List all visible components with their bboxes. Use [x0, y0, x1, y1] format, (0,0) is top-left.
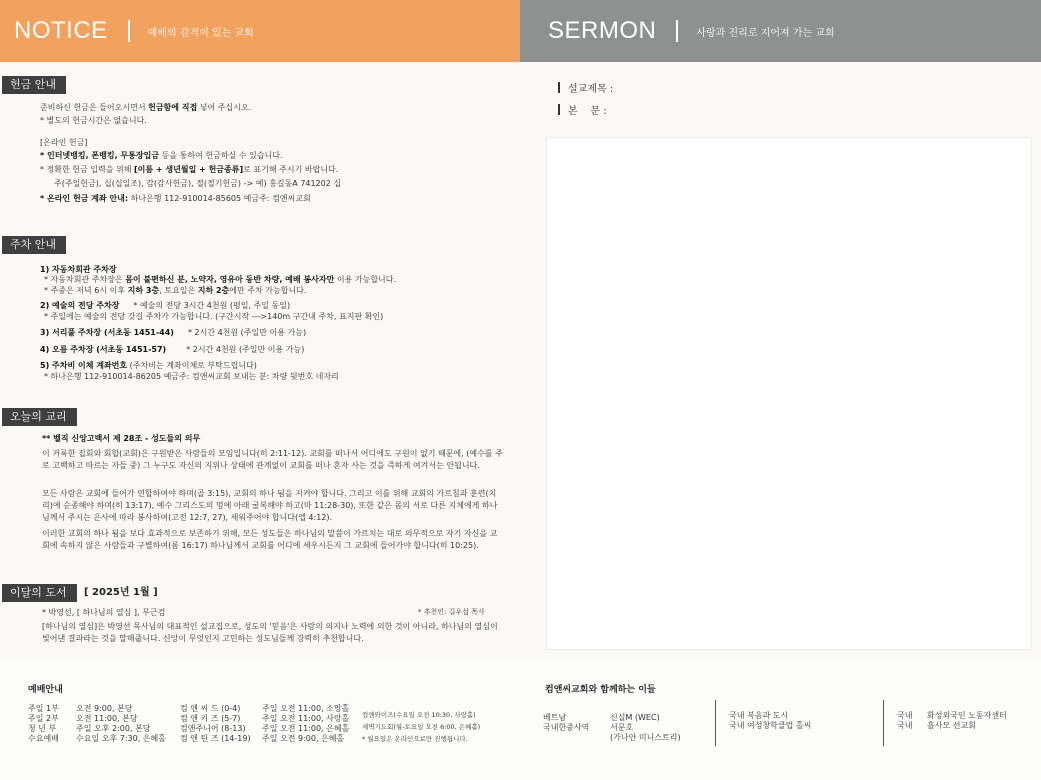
partners-divider — [715, 700, 716, 746]
doctrine-paragraph-1: 이 거룩한 집회와 회합(교회)은 구원받은 사람들의 모임입니다(히 2:11-12). 교회를 떠나서 어디에도 구원이 없기 때문에, (예수를 주로 고백하고 따르는 자들 중) 그 누구도 자신의 지위나 상태에 관계없이 교회를 떠나 혼자 사는 것을 즉하게 여겨서는 안됩니다. — [42, 449, 503, 470]
book-month: [ 2025년 1월 ] — [84, 587, 158, 598]
offering-line-6: 주(주일헌금), 십(십일조), 감(감사헌금), 절(절기헌금) -> 예) 홍길동A 741202 십 — [54, 179, 342, 188]
notice-header — [0, 0, 520, 62]
sermon-notes-box — [546, 137, 1032, 650]
parking-5-line-1: * 하나은행 112-910014-86205 예금주: 컴앤씨교회 보내는 분: 차량 뒷번호 네자리 — [44, 372, 339, 381]
partners-col-1: 베트남 국내한중사역 — [543, 713, 590, 732]
sermon-title-label: 설교제목 : — [558, 80, 613, 95]
worship-extra: 컴앤와이즈(수요일 오전 10:30, 사랑홀) 새벽기도회(월-토요일 오전 6:00, 은혜홀) * 월요일은 온라인으로만 진행됩니다. — [362, 711, 481, 743]
book-recommender: * 추천인: 길우섭 목사 — [418, 608, 485, 616]
book-section-title: 이달의 도서 — [2, 584, 77, 602]
doctrine-paragraph-2: 모든 사람은 교회에 들어가 연합하여야 하며(골 3:15), 교회의 하나 됨을 지켜야 합니다. 그리고 이를 위해 교회의 가르침과 훈련(치리)에 순종해야 하며(히 13:17), 예수 그리스도의 멍에 아래 굴복해야 하고(마 11:28-30), 또한 같은 몸의 서로 다른 지체에게 하나님께서 주시는 은사에 따라 봉사하여(고전 12:7, 27), 세워주어야 합니다(엡 4:12). — [42, 489, 498, 522]
parking-1-line-1: * 자동차회관 주차장은 몸이 불편하신 분, 노약자, 영유아 동반 차량, 예배 봉사자만 이용 가능합니다. — [44, 275, 397, 284]
sermon-subtitle: 사랑과 진리로 지어져 가는 교회 — [696, 27, 835, 39]
offering-line-5: * 정확한 헌금 입력을 위해 [이름 + 생년월일 + 헌금종류]로 표기해 주시기 바랍니다. — [40, 165, 339, 174]
label-marker — [558, 104, 560, 115]
parking-1-line-2: * 주중은 저녁 6시 이후 지하 3층, 토요일은 지하 2층에만 주차 가능합니다. — [44, 286, 307, 295]
parking-1-title: 1) 자동차회관 주차장 — [40, 265, 117, 274]
offering-line-2: * 별도의 헌금시간은 없습니다. — [40, 116, 147, 125]
notice-subtitle: 예배의 감격이 있는 교회 — [147, 27, 254, 39]
partners-divider — [883, 700, 884, 746]
doctrine-section-title: 오늘의 교리 — [2, 408, 77, 426]
partners-col-4-values: 화성외국인 노동자센터 흘사모 선교회 — [927, 711, 1007, 730]
sermon-header — [520, 0, 1041, 62]
partners-title: 컴앤씨교회와 함께하는 이들 — [545, 685, 656, 695]
book-line-1: * 박영선, [ 하나님의 열심 ], 무근검 — [42, 608, 166, 617]
partners-col-4-labels: 국내 국내 — [897, 711, 913, 730]
kids-groups: 컴 앤 씨 드 (0-4) 컴 앤 키 즈 (5-7) 컴앤주니어 (8-13) 컴 앤 틴 즈 (14-19) — [180, 704, 251, 743]
doctrine-paragraph-3: 이러한 교회의 하나 됨을 보다 효과적으로 보존하기 위해, 모든 성도들은 하나님의 말씀이 가르치는 대로 의무적으로 자기 자신을 교회에 속하지 않은 사람들과 구별하여(롬 16:17) 하나님께서 교회를 어디에 세우시든지 그 교회에 들어가야 합니다(히 10:25). — [42, 529, 498, 550]
partners-col-2: 신실M (WEC) 서문호 (가나안 미니스트리) — [610, 713, 681, 742]
offering-section-title: 헌금 안내 — [2, 76, 66, 94]
worship-title: 예배안내 — [28, 685, 63, 695]
worship-names: 주일 1부 주일 2부 청 년 부 수요예배 — [28, 704, 59, 743]
doctrine-heading: ** 벨직 신앙고백서 제 28조 - 성도들의 의무 — [42, 434, 201, 443]
parking-5: 5) 주차비 이체 계좌번호 (주차비는 계좌이체로 부탁드립니다) — [40, 361, 257, 370]
worship-times: 오전 9:00, 본당 오전 11:00, 본당 주일 오후 2:00, 본당 수요일 오후 7:30, 은혜홀 — [76, 704, 166, 743]
header-divider — [676, 20, 678, 42]
book-description: [하나님의 열심]은 박영선 목사님의 대표적인 설교집으로, 성도의 '믿음'은 사람의 의지나 노력에 의한 것이 아니라, 하나님의 열심이 빚어낸 결과라는 것을 말해줍니다. 신앙이 무엇인지 고민하는 성도님들께 강력히 추천합니다. — [42, 622, 498, 643]
parking-section-title: 주차 안내 — [2, 236, 66, 254]
notice-title: NOTICE — [14, 17, 108, 44]
kids-times: 주일 오전 11:00, 소망홀 주일 오전 11:00, 사랑홀 주일 오전 11:00, 은혜홀 주일 오전 9:00, 은혜홀 — [262, 704, 350, 743]
offering-line-4: * 인터넷뱅킹, 폰뱅킹, 무통장입금 등을 통하여 헌금하실 수 있습니다. — [40, 151, 283, 160]
header-divider — [128, 20, 130, 42]
parking-2-line-1: * 주일에는 예술의 전당 갓길 주차가 가능합니다. (구간시작 --->140m 구간내 주차, 표지판 확인) — [44, 312, 384, 321]
sermon-text-label: 본 문 : — [558, 102, 607, 117]
parking-2: 2) 예술의 전당 주차장 * 예술의 전당 3시간 4천원 (평일, 주일 동일) — [40, 301, 291, 310]
online-offering-label: [온라인 헌금] — [40, 138, 88, 147]
parking-3: 3) 서리풀 주차장 (서초동 1451-44) * 2시간 4천원 (주일만 이용 가능) — [40, 328, 307, 337]
sermon-title: SERMON — [548, 17, 657, 44]
parking-4: 4) 오름 주차장 (서초동 1451-57) * 2시간 4천원 (주일만 이용 가능) — [40, 345, 305, 354]
label-marker — [558, 82, 560, 93]
offering-line-1: 준비하신 헌금은 들어오시면서 헌금함에 직접 넣어 주십시오. — [40, 103, 252, 112]
offering-account: * 온라인 헌금 계좌 안내: 하나은행 112-910014-85605 예금주: 컴앤씨교회 — [40, 194, 311, 203]
partners-col-3: 국내 복음과 도시 국내 여성창학클럽 홀씨 — [729, 711, 812, 730]
